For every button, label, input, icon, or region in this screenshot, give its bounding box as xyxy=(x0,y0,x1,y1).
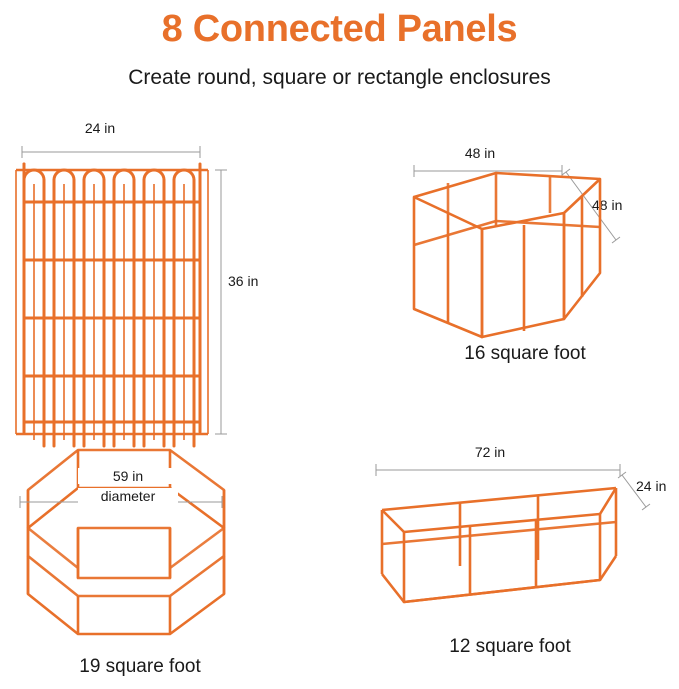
figure-rectangle-enclosure xyxy=(350,440,670,670)
dimension-label-width-flat: 24 in xyxy=(84,120,116,136)
dimension-label-height-flat: 36 in xyxy=(228,273,259,289)
rectangle-enclosure-drawing xyxy=(364,470,664,630)
caption-square-enclosure: 16 square foot xyxy=(464,343,586,364)
dimension-label-width-rectangle: 72 in xyxy=(474,444,506,460)
figure-square-enclosure xyxy=(380,145,670,385)
dimension-label-width-square: 48 in xyxy=(464,145,496,161)
caption-rectangle-enclosure: 12 square foot xyxy=(449,636,571,657)
dimension-label-diameter-word: diameter xyxy=(78,488,178,504)
octagon-enclosure-drawing xyxy=(10,428,280,648)
figure-octagon-enclosure xyxy=(0,420,290,685)
caption-octagon-enclosure: 19 square foot xyxy=(79,656,201,677)
square-enclosure-drawing xyxy=(400,169,650,359)
page-title: 8 Connected Panels xyxy=(161,8,518,50)
dimension-label-depth-square: 48 in xyxy=(592,197,623,213)
dimension-label-depth-rectangle: 24 in xyxy=(636,478,667,494)
dimension-label-diameter-value: 59 in xyxy=(78,468,178,484)
figure-flat-panels xyxy=(0,110,300,430)
dimension-line-right-flat xyxy=(205,158,245,458)
page-subtitle: Create round, square or rectangle enclosures xyxy=(128,66,551,89)
